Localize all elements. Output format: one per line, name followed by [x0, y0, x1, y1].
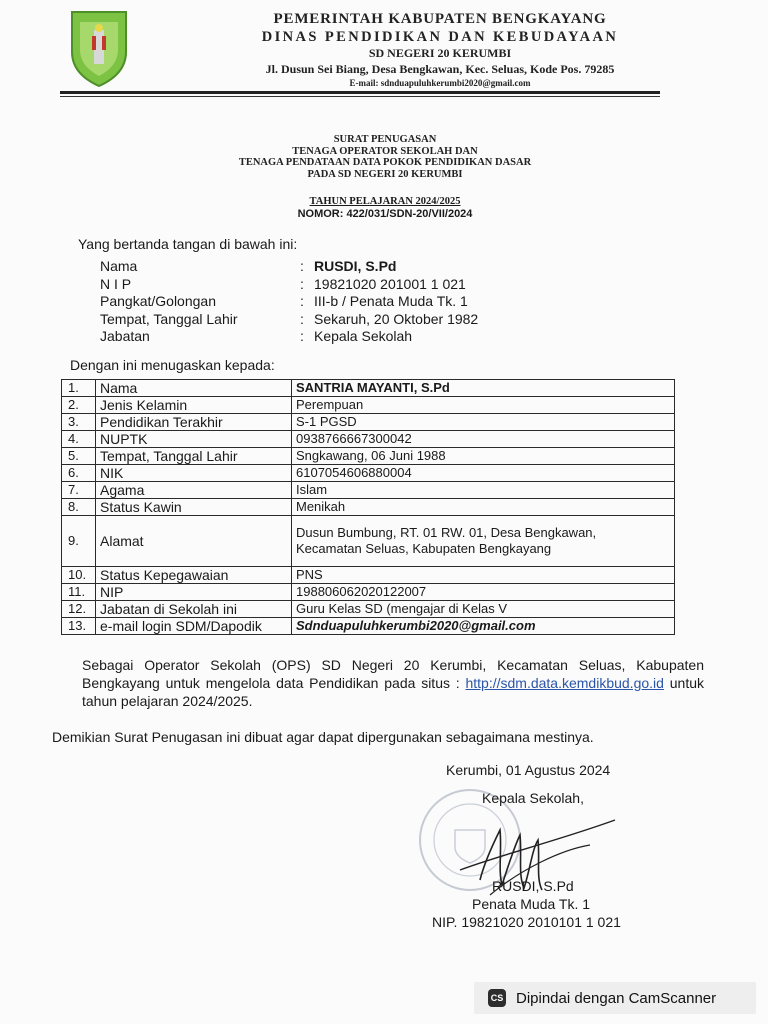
row-number: 6. — [62, 465, 96, 482]
row-number: 4. — [62, 431, 96, 448]
colon: : — [300, 258, 304, 274]
row-label: e-mail login SDM/Dapodik — [96, 618, 292, 635]
signer-value: III-b / Penata Muda Tk. 1 — [314, 293, 468, 309]
colon: : — [300, 275, 304, 292]
camscanner-label: Dipindai dengan CamScanner — [516, 989, 717, 1007]
letterhead-email: E-mail: sdnduapuluhkerumbi2020@gmail.com — [349, 78, 531, 88]
row-number: 9. — [62, 516, 96, 567]
table-row — [62, 601, 675, 618]
dapodik-link[interactable]: http://sdm.data.kemdikbud.go.id — [465, 675, 664, 691]
row-value: S-1 PGSD — [292, 414, 675, 431]
row-value: Guru Kelas SD (mengajar di Kelas V — [292, 601, 675, 618]
row-value: Perempuan — [292, 397, 675, 414]
row-label: Jabatan di Sekolah ini — [96, 601, 292, 618]
row-label: Status Kawin — [96, 499, 292, 516]
table-row — [62, 516, 675, 567]
row-label: Jenis Kelamin — [96, 397, 292, 414]
row-value: 198806062020122007 — [292, 584, 675, 601]
table-row — [62, 482, 675, 499]
signer-value: Sekaruh, 20 Oktober 1982 — [314, 310, 479, 327]
signer-label: Nama — [100, 258, 138, 274]
row-number: 10. — [62, 567, 96, 584]
row-value: Menikah — [292, 499, 675, 516]
assignment-paragraph — [82, 656, 704, 710]
row-value: 0938766667300042 — [292, 431, 675, 448]
row-value — [292, 516, 675, 567]
table-row — [62, 499, 675, 516]
row-label: NUPTK — [96, 431, 292, 448]
letterhead-school: SD NEGERI 20 KERUMBI — [368, 46, 512, 60]
signer-value: 19821020 201001 1 021 — [314, 275, 466, 292]
letterhead-agency: DINAS PENDIDIKAN DAN KEBUDAYAAN — [261, 29, 619, 45]
row-number: 7. — [62, 482, 96, 499]
colon: : — [300, 293, 304, 309]
row-value: SANTRIA MAYANTI, S.Pd — [292, 380, 675, 397]
assignee-table — [61, 379, 675, 635]
signer-row — [100, 293, 478, 311]
signer-label: N I P — [100, 275, 132, 292]
row-label: NIK — [96, 465, 292, 482]
table-row — [62, 397, 675, 414]
signer-rank: Penata Muda Tk. 1 — [472, 896, 591, 912]
row-number: 1. — [62, 380, 96, 397]
title-line: PADA SD NEGERI 20 KERUMBI — [307, 168, 463, 180]
row-value: Sdnduapuluhkerumbi2020@gmail.com — [292, 618, 675, 635]
signer-label: Jabatan — [100, 328, 150, 344]
letterhead-address: Jl. Dusun Sei Biang, Desa Bengkawan, Kec. Seluas, Kode Pos. 79285 — [265, 62, 615, 76]
row-label: Alamat — [96, 516, 292, 567]
row-label: Tempat, Tanggal Lahir — [96, 448, 292, 465]
table-row — [62, 465, 675, 482]
signing-date: Kerumbi, 01 Agustus 2024 — [446, 762, 611, 778]
table-row — [62, 431, 675, 448]
row-label: Pendidikan Terakhir — [96, 414, 292, 431]
paragraph-text: Sebagai Operator Sekolah (OPS) SD Negeri 20 Kerumbi, Kecamatan Seluas, Kabupaten Bengkayang untuk mengelola data Pendidikan pada situs : — [82, 657, 704, 691]
intro-text: Yang bertanda tangan di bawah ini: — [78, 236, 298, 252]
signer-row — [100, 258, 478, 276]
signer-row — [100, 276, 478, 294]
signer-nip: NIP. 19821020 2010101 1 021 — [432, 914, 621, 930]
closing-statement: Demikian Surat Penugasan ini dibuat agar dapat dipergunakan sebagaimana mestinya. — [52, 729, 594, 745]
address-line-2: Kecamatan Seluas, Kabupaten Bengkayang — [296, 541, 552, 556]
letterhead-government: PEMERINTAH KABUPATEN BENGKAYANG — [273, 11, 607, 27]
row-number: 2. — [62, 397, 96, 414]
signer-position: Kepala Sekolah, — [482, 790, 584, 806]
row-value: PNS — [292, 567, 675, 584]
signer-row — [100, 311, 478, 329]
colon: : — [300, 328, 304, 344]
row-label: Status Kepegawaian — [96, 567, 292, 584]
letterhead — [200, 10, 680, 89]
row-number: 5. — [62, 448, 96, 465]
table-row — [62, 584, 675, 601]
title-line: SURAT PENUGASAN — [333, 134, 437, 145]
row-label: NIP — [96, 584, 292, 601]
row-label: Agama — [96, 482, 292, 499]
table-row — [62, 448, 675, 465]
table-row — [62, 414, 675, 431]
regency-logo — [66, 8, 132, 88]
signer-name: RUSDI, S.Pd — [492, 878, 574, 894]
signer-label: Tempat, Tanggal Lahir — [100, 310, 238, 327]
row-value: Sngkawang, 06 Juni 1988 — [292, 448, 675, 465]
row-label: Nama — [96, 380, 292, 397]
paragraph-text-end: untuk tahun pelajaran 2024/2025. — [82, 675, 704, 709]
row-number: 3. — [62, 414, 96, 431]
letter-number: NOMOR: 422/031/SDN-20/VII/2024 — [297, 208, 473, 220]
letterhead-rule-thick — [60, 91, 660, 94]
row-value: Islam — [292, 482, 675, 499]
address-line-1: Dusun Bumbung, RT. 01 RW. 01, Desa Bengkawan, — [296, 525, 597, 540]
signer-value: Kepala Sekolah — [314, 328, 413, 344]
row-number: 11. — [62, 584, 96, 601]
row-value: 6107054606880004 — [292, 465, 675, 482]
document-title — [170, 134, 600, 180]
signer-label: Pangkat/Golongan — [100, 293, 216, 309]
camscanner-watermark — [474, 982, 756, 1014]
title-line: TENAGA PENDATAAN DATA POKOK PENDIDIKAN DASAR — [238, 157, 532, 168]
signer-value: RUSDI, S.Pd — [314, 258, 397, 274]
row-number: 12. — [62, 601, 96, 618]
camscanner-icon: CS — [488, 989, 506, 1007]
colon: : — [300, 310, 304, 327]
table-row — [62, 567, 675, 584]
title-line: TENAGA OPERATOR SEKOLAH DAN — [292, 145, 478, 157]
row-number: 13. — [62, 618, 96, 635]
table-row — [62, 380, 675, 397]
table-row — [62, 618, 675, 635]
assignment-intro: Dengan ini menugaskan kepada: — [70, 357, 275, 373]
signer-row — [100, 328, 478, 346]
academic-year: TAHUN PELAJARAN 2024/2025 — [309, 196, 461, 207]
signer-info — [100, 258, 478, 346]
row-number: 8. — [62, 499, 96, 516]
letterhead-rule-thin — [60, 96, 660, 97]
